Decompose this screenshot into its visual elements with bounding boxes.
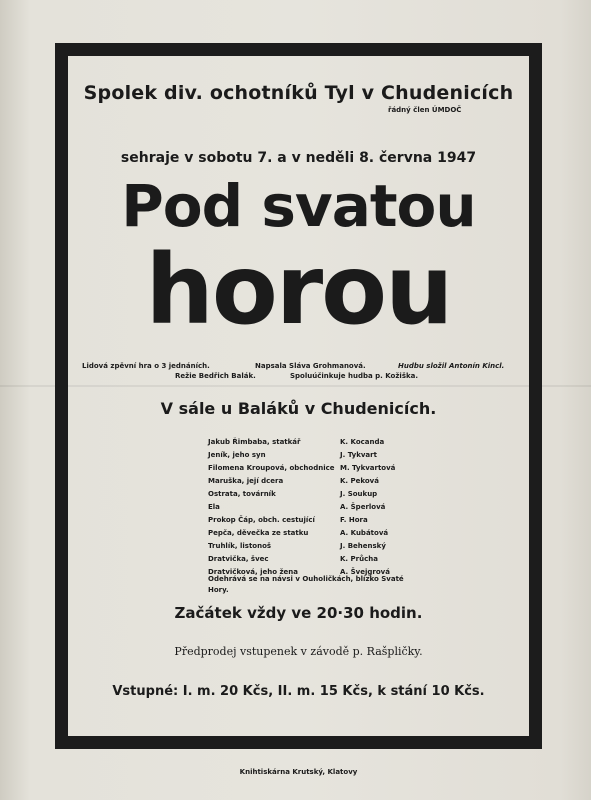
credit-genre: Lidová zpěvní hra o 3 jednáních. xyxy=(82,362,210,370)
presale-note: Předprodej vstupenek v závodě p. Rašpličky. xyxy=(174,645,423,658)
cast-role: Ostrata, továrník xyxy=(208,490,276,498)
cast-role: Ela xyxy=(208,503,220,511)
cast-row xyxy=(208,503,398,516)
cast-role: Pepča, děvečka ze statku xyxy=(208,529,309,537)
cast-role: Filomena Kroupová, obchodnice xyxy=(208,464,335,472)
poster-frame xyxy=(55,43,542,749)
cast-row xyxy=(208,464,398,477)
credit-music: Hudbu složil Antonín Kincl. xyxy=(398,362,505,370)
cast-actor: F. Hora xyxy=(340,516,368,524)
admission-prices: Vstupné: I. m. 20 Kčs, II. m. 15 Kčs, k stání 10 Kčs. xyxy=(112,684,485,699)
cast-actor: K. Průcha xyxy=(340,555,378,563)
performance-dates: sehraje v sobotu 7. a v neděli 8. června 1947 xyxy=(120,150,477,166)
cast-role: Prokop Čáp, obch. cestující xyxy=(208,516,315,524)
cast-actor: M. Tykvartová xyxy=(340,464,396,472)
cast-role: Truhlík, listonoš xyxy=(208,542,272,550)
cast-row xyxy=(208,529,398,542)
credit-director: Režie Bedřich Balák. xyxy=(175,372,256,380)
play-title-line2: horou xyxy=(145,234,452,346)
society-name: Spolek div. ochotníků Tyl v Chudenicích xyxy=(83,82,514,104)
cast-actor: J. Tykvart xyxy=(340,451,377,459)
cast-row xyxy=(208,477,398,490)
cast-role: Jakub Řimbaba, statkář xyxy=(208,438,301,446)
cast-list xyxy=(208,438,398,581)
cast-row xyxy=(208,555,398,568)
cast-row xyxy=(208,542,398,555)
cast-row xyxy=(208,516,398,529)
cast-role: Jeník, jeho syn xyxy=(208,451,266,459)
cast-actor: J. Behenský xyxy=(340,542,386,550)
cast-role: Dratvička, švec xyxy=(208,555,269,563)
cast-role: Maruška, její dcera xyxy=(208,477,284,485)
credit-accompaniment: Spoluúčinkuje hudba p. Kožiška. xyxy=(290,372,419,380)
cast-actor: K. Kocanda xyxy=(340,438,385,446)
cast-role: Dratvičková, jeho žena xyxy=(208,568,299,576)
setting-note: Odehrává se na návsi v Ouholičkách, blízko Svaté Hory. xyxy=(208,575,404,594)
cast-row xyxy=(208,490,398,503)
cast-actor: J. Soukup xyxy=(340,490,378,498)
printer-credit: Knihtiskárna Krutský, Klatovy xyxy=(239,768,358,776)
cast-row xyxy=(208,438,398,451)
credit-author: Napsala Sláva Grohmanová. xyxy=(255,362,366,370)
start-time: Začátek vždy ve 20·30 hodin. xyxy=(174,604,423,622)
cast-actor: A. Švejgrová xyxy=(340,568,390,576)
cast-row xyxy=(208,451,398,464)
cast-actor: A. Šperlová xyxy=(340,503,386,511)
venue: V sále u Baláků v Chudenicích. xyxy=(160,399,437,418)
play-title-line1: Pod svatou xyxy=(121,172,476,240)
cast-actor: K. Peková xyxy=(340,477,379,485)
cast-actor: A. Kubátová xyxy=(340,529,389,537)
membership-note: řádný člen ÚMDOČ xyxy=(388,106,462,114)
